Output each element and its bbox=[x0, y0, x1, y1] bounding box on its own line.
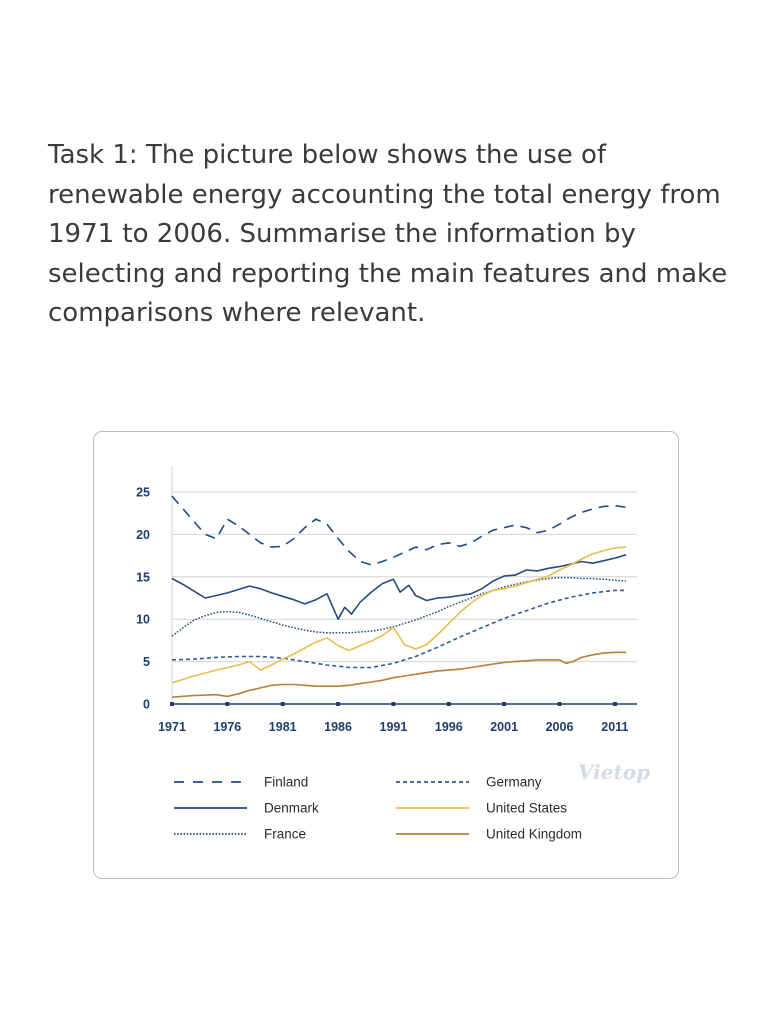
y-tick-label: 15 bbox=[136, 570, 150, 585]
series-line-germany bbox=[172, 590, 626, 667]
x-tick-mark bbox=[170, 702, 174, 706]
x-tick-label: 2006 bbox=[545, 720, 574, 734]
x-tick-label: 2001 bbox=[490, 720, 519, 734]
x-tick-mark bbox=[613, 702, 617, 706]
chart-card bbox=[93, 431, 679, 879]
x-tick-label: 1976 bbox=[213, 720, 242, 734]
y-tick-label: 25 bbox=[136, 485, 150, 500]
x-tick-label: 1981 bbox=[268, 720, 297, 734]
x-tick-mark bbox=[281, 702, 285, 706]
y-tick-label: 5 bbox=[143, 655, 150, 670]
y-tick-label: 10 bbox=[136, 612, 150, 627]
legend-label-finland: Finland bbox=[264, 774, 309, 790]
series-line-france bbox=[172, 578, 626, 637]
line-chart bbox=[94, 432, 680, 880]
vietop-watermark: Vietop bbox=[578, 760, 651, 784]
legend-label-united-kingdom: United Kingdom bbox=[486, 826, 583, 842]
x-tick-mark bbox=[558, 702, 562, 706]
legend-label-france: France bbox=[264, 826, 307, 842]
x-tick-label: 1996 bbox=[434, 720, 463, 734]
x-tick-mark bbox=[447, 702, 451, 706]
y-tick-label: 0 bbox=[143, 697, 150, 712]
legend-label-germany: Germany bbox=[486, 774, 542, 790]
y-tick-label: 20 bbox=[136, 527, 150, 542]
series-line-denmark bbox=[172, 555, 626, 619]
x-tick-label: 1986 bbox=[324, 720, 352, 734]
task-description bbox=[48, 136, 738, 334]
x-tick-label: 1971 bbox=[158, 720, 186, 734]
task-body: The picture below shows the use of renewable energy accounting the total energy from 1971 to 2006. Summarise the information by selecting and reporting the main features and make comparisons where relevant. bbox=[48, 140, 728, 328]
x-tick-mark bbox=[502, 702, 506, 706]
x-tick-mark bbox=[225, 702, 229, 706]
legend-label-united-states: United States bbox=[486, 800, 568, 816]
x-tick-mark bbox=[391, 702, 395, 706]
series-line-united-kingdom bbox=[172, 652, 626, 697]
task-label: Task 1: bbox=[48, 140, 138, 170]
x-tick-mark bbox=[336, 702, 340, 706]
x-tick-label: 2011 bbox=[601, 720, 629, 734]
x-tick-label: 1991 bbox=[379, 720, 408, 734]
series-line-finland bbox=[172, 496, 626, 565]
legend-label-denmark: Denmark bbox=[264, 800, 319, 816]
